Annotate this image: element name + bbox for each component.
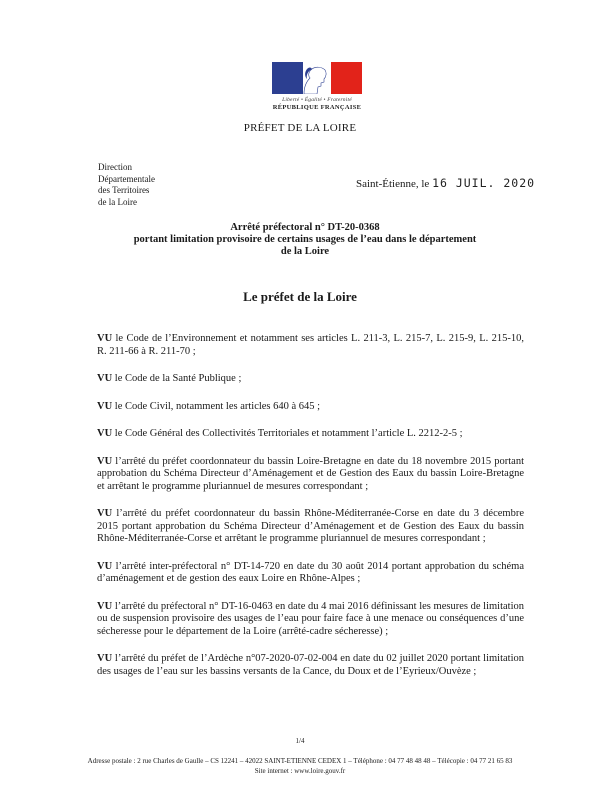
republic-name: RÉPUBLIQUE FRANÇAISE bbox=[272, 104, 362, 111]
vu-paragraph bbox=[97, 373, 524, 386]
republic-motto: Liberté • Égalité • Fraternité bbox=[282, 97, 352, 103]
vu-label: VU bbox=[97, 400, 113, 412]
paragraph-text: le Code de l’Environnement et notamment ses articles L. 211-3, L. 215-7, L. 215-9, L. 215-10, R. 211-66 à R. 211-70 ; bbox=[97, 333, 524, 357]
vu-paragraph bbox=[97, 601, 524, 639]
document-date bbox=[356, 176, 535, 190]
tricolor-flag bbox=[272, 62, 362, 94]
vu-label: VU bbox=[97, 428, 113, 439]
vu-label: VU bbox=[97, 373, 113, 384]
vu-paragraph bbox=[97, 456, 524, 494]
paragraph-text: l’arrêté inter-préfectoral n° DT-14-720 en date du 30 août 2014 portant approbation du schéma d’aménagement et de gestion des eaux Loire en Rhône-Alpes ; bbox=[97, 560, 524, 584]
vu-label: VU bbox=[97, 560, 113, 572]
vu-paragraph bbox=[97, 653, 524, 678]
footer-address: Adresse postale : 2 rue Charles de Gaulle – CS 12241 – 42022 SAINT-ETIENNE CEDEX 1 – Téléphone : 04 77 48 48 48 – Télécopie : 04 77 21 65 83 bbox=[87, 757, 513, 765]
prefet-header: PRÉFET DE LA LOIRE bbox=[243, 122, 357, 134]
decree-author: Le préfet de la Loire bbox=[243, 289, 357, 304]
issuing-direction bbox=[98, 162, 155, 208]
vu-label: VU bbox=[97, 600, 113, 612]
paragraph-text: le Code Général des Collectivités Territoriales et notamment l’article L. 2212-2-5 ; bbox=[112, 428, 463, 439]
date-place: Saint-Étienne, le bbox=[356, 178, 430, 190]
decree-title bbox=[100, 222, 510, 258]
direction-line: de la Loire bbox=[98, 196, 137, 207]
vu-paragraph bbox=[97, 333, 524, 358]
vu-label: VU bbox=[97, 508, 113, 519]
direction-line: Direction bbox=[98, 162, 132, 172]
vu-label: VU bbox=[97, 455, 113, 467]
title-line: portant limitation provisoire de certains usages de l’eau dans le département bbox=[133, 234, 477, 245]
marianne-profile-icon bbox=[298, 64, 328, 94]
paragraph-text: l’arrêté du préfectoral n° DT-16-0463 en date du 4 mai 2016 définissant les mesures de limitation ou de suspension provisoire des usages de l’eau pour faire face à une menace ou conséquences d’une sécheresse pour le département de la Loire (arrêté-cadre sécheresse) ; bbox=[97, 600, 524, 637]
paragraph-text: l’arrêté du préfet coordonnateur du bassin Loire-Bretagne en date du 18 novembre 2015 portant approbation du Schéma Directeur d’Aménagement et de Gestion des Eaux du bassin Loire-Bretagne et arrêtant le programme pluriannuel de mesures correspondant ; bbox=[97, 455, 524, 492]
marianne-logo bbox=[272, 62, 362, 111]
paragraph-text: le Code de la Santé Publique ; bbox=[112, 373, 242, 384]
decree-body bbox=[97, 333, 524, 693]
direction-line: des Territoires bbox=[98, 185, 150, 195]
paragraph-text: l’arrêté du préfet de l’Ardèche n°07-2020-07-02-004 en date du 02 juillet 2020 portant limitation des usages de l’eau sur les bassins versants de la Cance, du Doux et de l’Eyrieux/Ouvèze ; bbox=[97, 653, 524, 677]
date-stamp: 16 JUIL. 2020 bbox=[432, 176, 536, 190]
page-number: 1/4 bbox=[295, 737, 305, 745]
vu-paragraph bbox=[97, 508, 524, 546]
vu-paragraph bbox=[97, 561, 524, 586]
title-line: de la Loire bbox=[280, 246, 330, 257]
page-footer bbox=[0, 756, 600, 776]
title-line: Arrêté préfectoral n° DT-20-0368 bbox=[230, 222, 380, 233]
vu-paragraph bbox=[97, 401, 524, 414]
footer-website: Site internet : www.loire.gouv.fr bbox=[254, 767, 346, 775]
paragraph-text: le Code Civil, notamment les articles 640 à 645 ; bbox=[112, 400, 321, 412]
vu-label: VU bbox=[97, 333, 113, 344]
vu-paragraph bbox=[97, 428, 524, 441]
vu-label: VU bbox=[97, 653, 113, 664]
direction-line: Départementale bbox=[98, 173, 155, 184]
paragraph-text: l’arrêté du préfet coordonnateur du bassin Rhône-Méditerranée-Corse en date du 3 décembre 2015 portant approbation du Schéma Directeur d’Aménagement et de Gestion des Eaux du bassin Rhône-Méditerranée-Corse et arrêtant le programme pluriannuel de mesures correspondant ; bbox=[97, 508, 524, 544]
